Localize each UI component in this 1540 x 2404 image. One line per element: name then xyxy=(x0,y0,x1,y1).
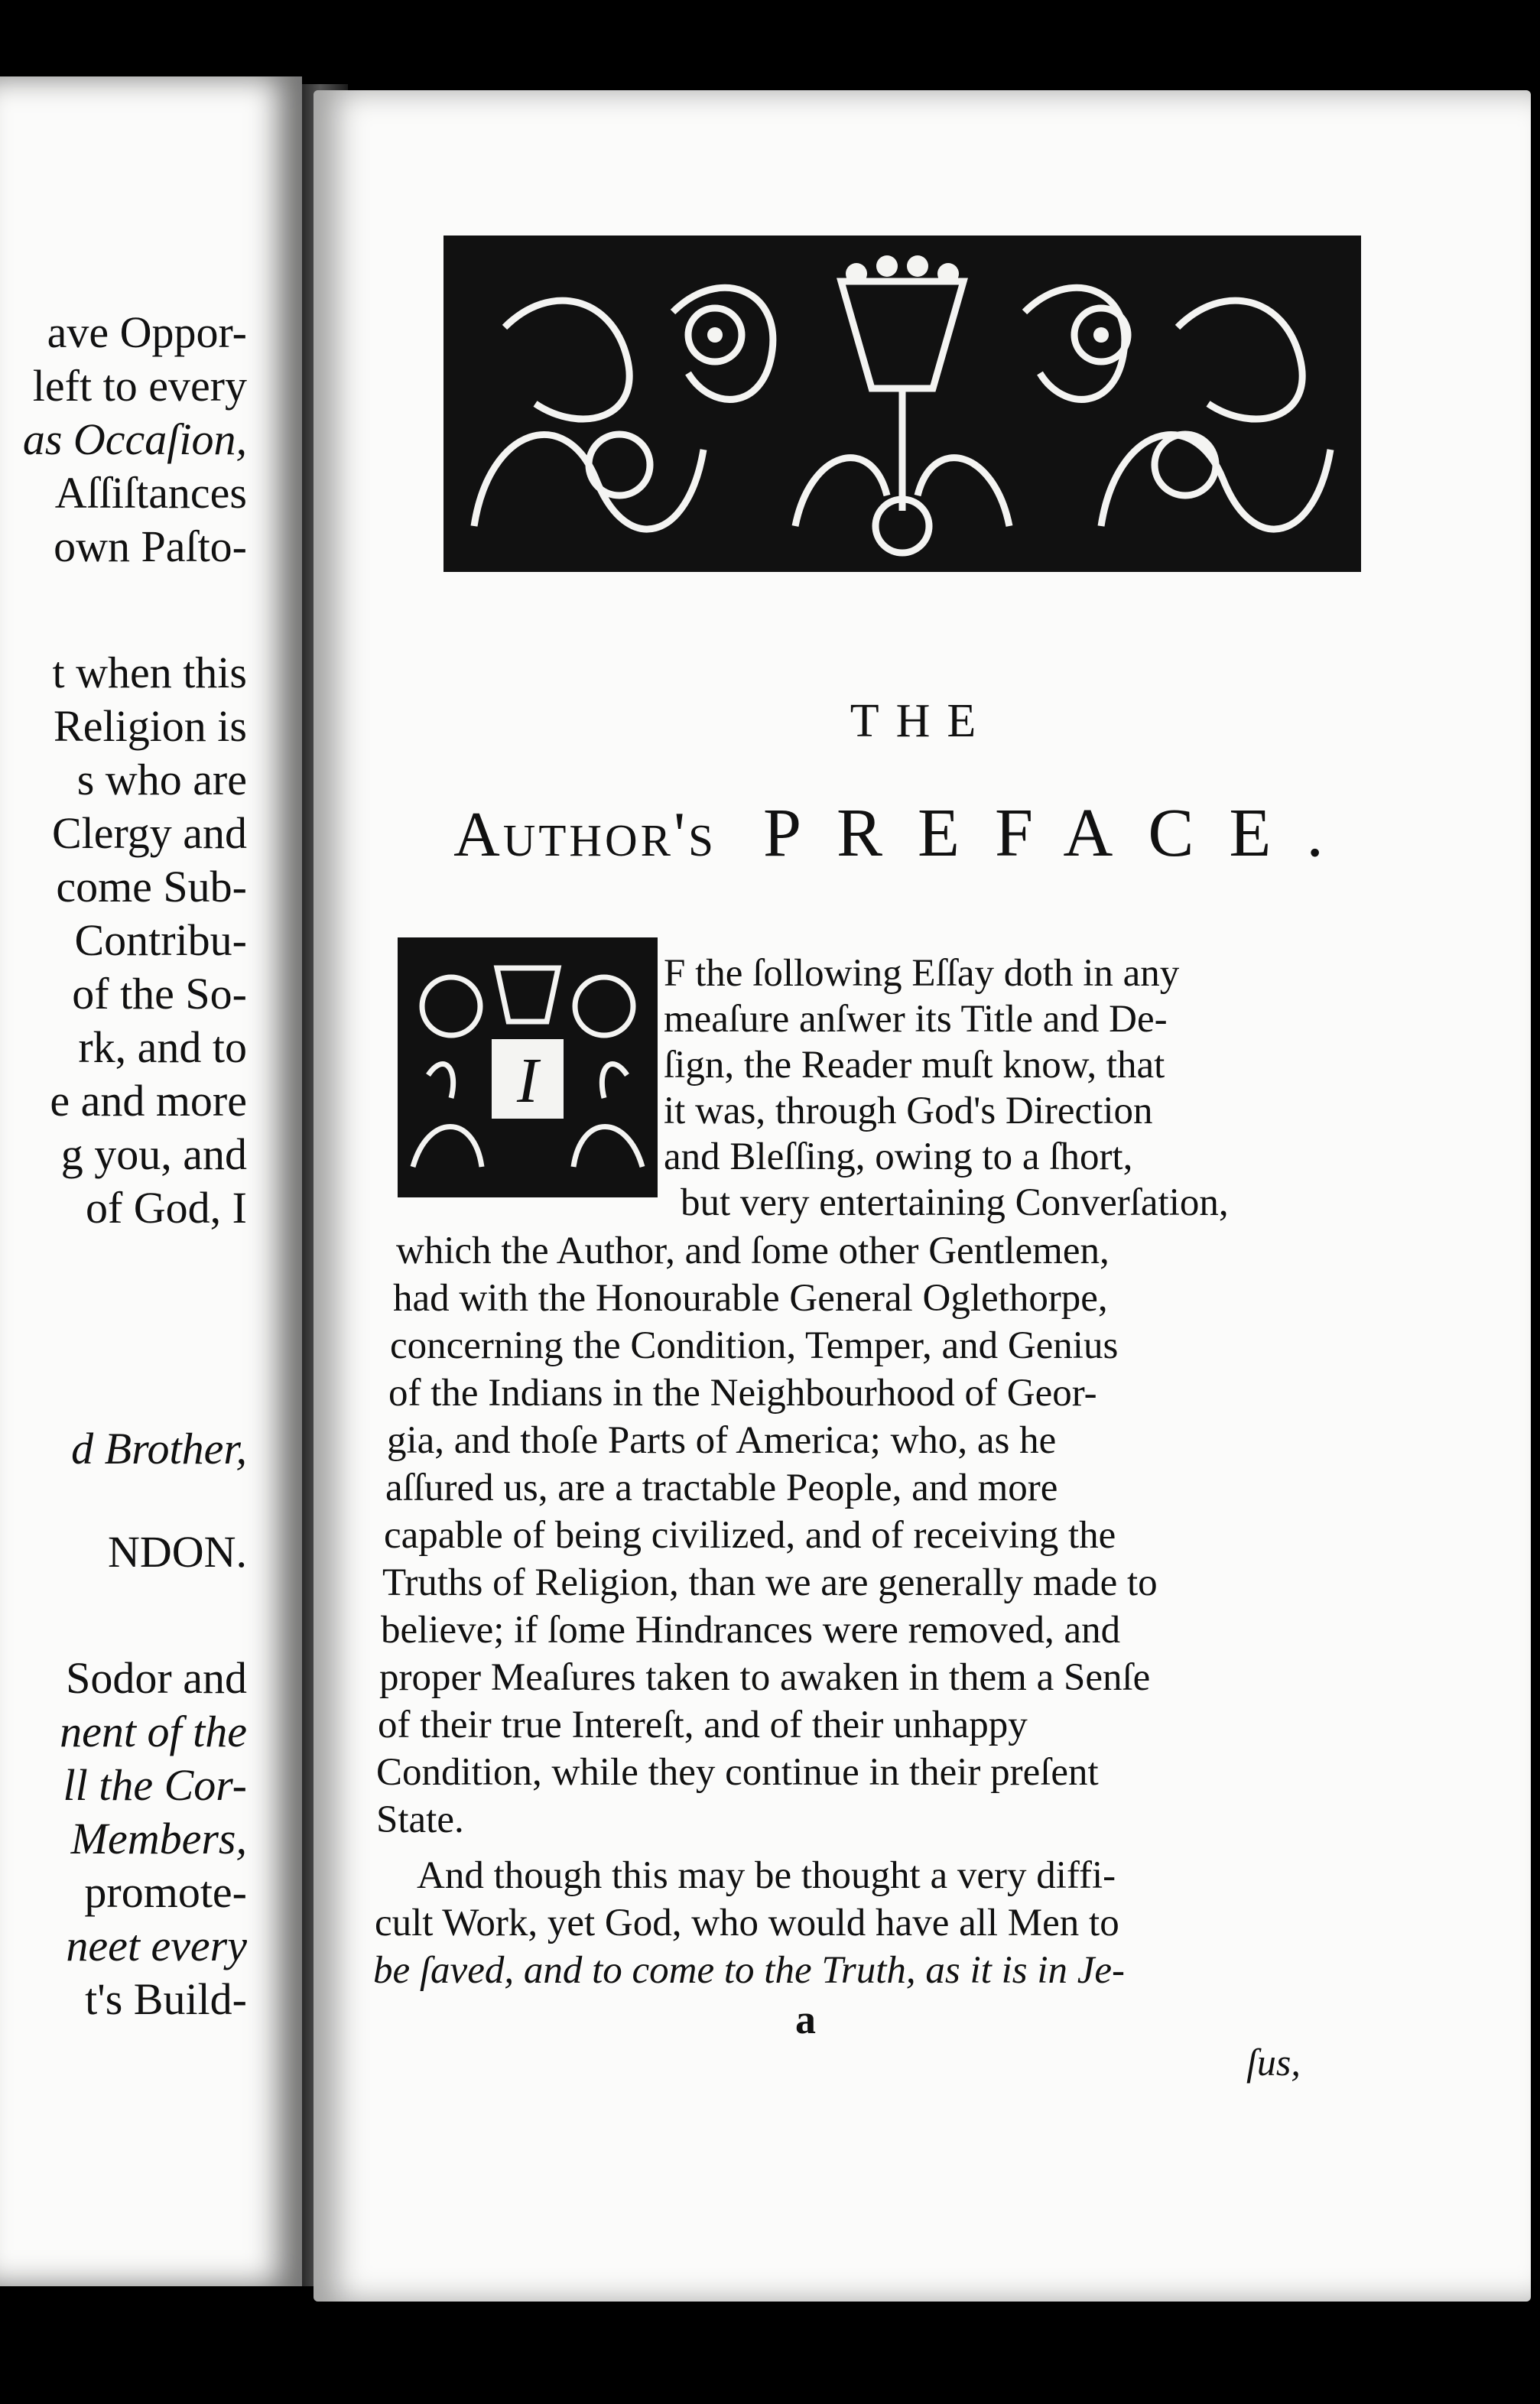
text-line: concerning the Condition, Temper, and Genius xyxy=(390,1324,1119,1367)
left-line: Sodor and xyxy=(66,1653,247,1703)
left-line: e and more xyxy=(50,1076,247,1126)
text-line: And though this may be thought a very diffi- xyxy=(417,1854,1116,1897)
text-line: ſign, the Reader muſt know, that xyxy=(664,1044,1165,1087)
ornamental-headpiece xyxy=(443,236,1361,572)
left-line: t when this xyxy=(52,648,247,697)
text-line: be ſaved, and to come to the Truth, as it is in Je- xyxy=(373,1949,1126,1992)
left-line: nent of the xyxy=(60,1707,247,1756)
text-line: it was, through God's Direction xyxy=(664,1090,1153,1132)
left-line: own Paſto- xyxy=(54,521,247,571)
left-line: as Occaſion, xyxy=(22,414,247,464)
text-line: which the Author, and ſome other Gentlemen, xyxy=(396,1230,1110,1272)
left-page xyxy=(0,76,302,2286)
text-line: F the ſollowing Eſſay doth in any xyxy=(664,952,1180,995)
left-line: ave Oppor- xyxy=(47,307,247,357)
heading-preface: PREFACE. xyxy=(762,795,1359,871)
text-line: meaſure anſwer its Title and De- xyxy=(664,998,1168,1041)
left-line: left to every xyxy=(32,361,247,411)
left-line: d Brother, xyxy=(71,1424,247,1473)
text-line: cult Work, yet God, who would have all Men to xyxy=(375,1902,1119,1944)
text-line: gia, and thoſe Parts of America; who, as he xyxy=(387,1419,1057,1462)
left-line: of God, I xyxy=(85,1183,247,1233)
left-line: Religion is xyxy=(54,701,247,751)
text-line: believe; if ſome Hindrances were removed, and xyxy=(381,1609,1121,1652)
left-line: t's Build- xyxy=(85,1974,247,2024)
drop-cap-letter: I xyxy=(517,1045,538,1116)
left-line: Clergy and xyxy=(51,808,247,858)
text-line: State. xyxy=(376,1798,464,1841)
text-line: aſſured us, are a tractable People, and more xyxy=(385,1467,1058,1509)
left-line: ll the Cor- xyxy=(63,1760,247,1810)
left-line: Contribu- xyxy=(74,915,247,965)
heading-author: Author's xyxy=(453,799,716,870)
page-title xyxy=(409,794,1403,872)
left-line: Members, xyxy=(70,1814,247,1863)
drop-cap-ornament xyxy=(398,937,658,1197)
text-line: had with the Honourable General Oglethorpe, xyxy=(393,1277,1108,1320)
heading-the: THE xyxy=(850,695,993,747)
text-line: but very entertaining Converſation, xyxy=(681,1181,1229,1224)
left-line: of the So- xyxy=(72,969,247,1018)
left-line: Aſſiſtances xyxy=(54,468,247,518)
left-line: neet every xyxy=(66,1921,247,1970)
text-line: Truths of Religion, than we are generally made to xyxy=(382,1561,1158,1604)
left-line: s who are xyxy=(76,755,247,804)
right-page xyxy=(314,90,1531,2302)
text-line: of the Indians in the Neighbourhood of Geor- xyxy=(388,1372,1097,1415)
text-line: proper Meaſures taken to awaken in them a Senſe xyxy=(379,1656,1151,1699)
text-line: and Bleſſing, owing to a ſhort, xyxy=(664,1135,1133,1178)
text-line: capable of being civilized, and of receiving the xyxy=(384,1514,1116,1557)
catchword: ſus, xyxy=(1246,2041,1301,2084)
left-line: g you, and xyxy=(60,1129,247,1179)
left-line: come Sub- xyxy=(56,862,247,911)
text-line: of their true Intereſt, and of their unhappy xyxy=(378,1704,1028,1746)
left-line: promote- xyxy=(84,1867,247,1917)
signature-mark: a xyxy=(795,1996,816,2042)
left-line: NDON. xyxy=(107,1527,247,1577)
left-line: rk, and to xyxy=(78,1022,247,1072)
text-line: Condition, while they continue in their preſent xyxy=(376,1751,1099,1794)
